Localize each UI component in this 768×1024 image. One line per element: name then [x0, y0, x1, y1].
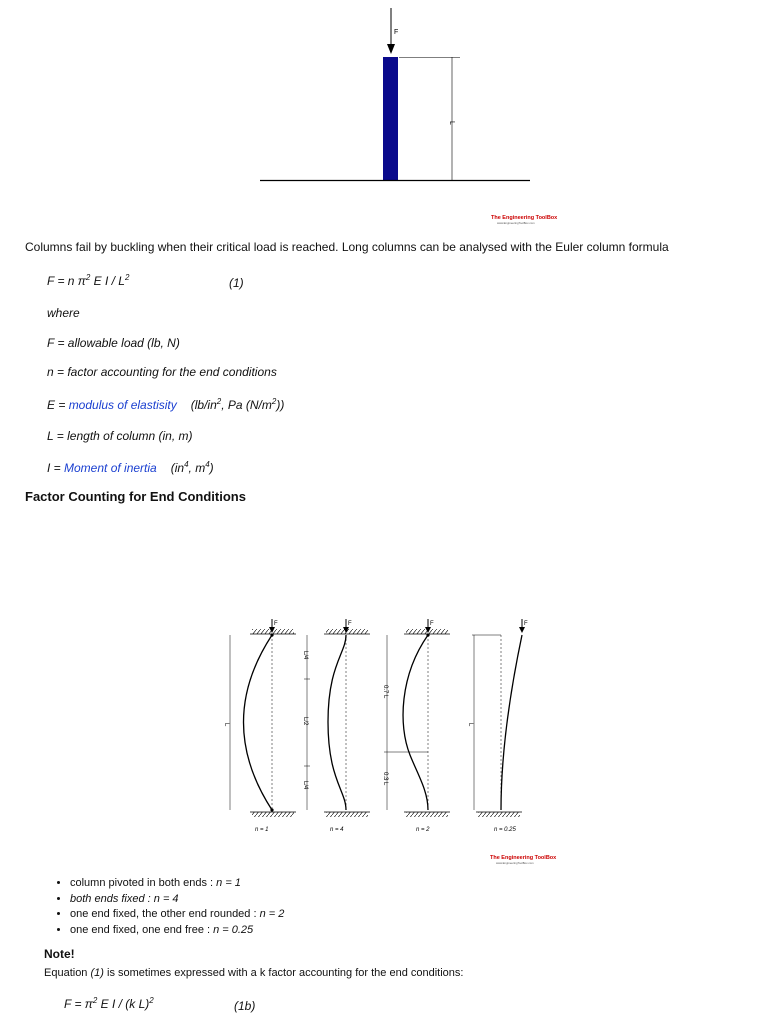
intro-paragraph: Columns fail by buckling when their critical load is reached. Long columns can be analysed with the Euler column formula	[25, 240, 669, 254]
note-text-part: Equation	[44, 967, 91, 979]
euler-formula	[47, 274, 129, 288]
formula-number: (1b)	[234, 999, 256, 1013]
force-label: F	[430, 621, 434, 627]
length-label: L	[223, 723, 229, 727]
end-conditions-list	[54, 876, 284, 938]
force-label: F	[524, 621, 528, 627]
force-arrow-head	[387, 44, 395, 54]
list-item	[70, 923, 284, 939]
list-item	[70, 892, 284, 908]
formula-number: (1)	[229, 276, 244, 290]
caption: n = 1	[255, 827, 269, 833]
list-item-value: n = 0.25	[213, 923, 254, 936]
seventy-percent-label: 0.7 L	[382, 685, 388, 699]
units-part: (in	[170, 461, 185, 475]
note-text-part: is sometimes expressed with a k factor accounting for the end conditions:	[103, 967, 464, 979]
quarter-length-label: L/4	[302, 781, 308, 790]
watermark-text: The Engineering ToolBox	[491, 215, 558, 221]
units-exponent: 4	[184, 460, 189, 469]
list-item-text: both ends fixed :	[70, 892, 154, 905]
formula-exponent: 2	[92, 996, 98, 1005]
def-L: L = length of column (in, m)	[47, 429, 193, 443]
list-item-value: n = 4	[153, 892, 179, 905]
list-item	[70, 876, 284, 892]
modulus-of-elasticity-link[interactable]: modulus of elastisity	[68, 398, 177, 412]
watermark-logo-2	[490, 855, 557, 865]
where-label: where	[47, 306, 80, 320]
bottom-support-hatch	[326, 812, 368, 817]
buckled-shape	[403, 635, 428, 810]
list-item	[70, 907, 284, 923]
watermark-url: www.EngineeringToolBox.com	[497, 221, 535, 225]
list-item-text: column pivoted in both ends :	[70, 877, 217, 889]
pin	[270, 808, 273, 811]
case-fixed-pinned	[382, 619, 450, 833]
def-E-prefix: E =	[47, 398, 69, 412]
units-exponent: 2	[216, 397, 222, 406]
buckled-shape	[501, 635, 522, 810]
formula-part: E I / (k L)	[97, 997, 150, 1011]
def-E	[47, 398, 284, 412]
watermark-url: www.EngineeringToolBox.com	[496, 861, 534, 865]
bottom-support-hatch	[252, 812, 294, 817]
def-n: n = factor accounting for the end conditions	[47, 365, 277, 379]
bottom-support-hatch	[406, 812, 448, 817]
units-exponent: 2	[271, 397, 277, 406]
end-conditions-diagram	[220, 615, 560, 870]
length-label: L	[467, 723, 473, 727]
force-arrow-head	[519, 627, 525, 633]
units-exponent: 4	[205, 460, 210, 469]
buckled-shape	[244, 635, 273, 810]
equation-reference: (1)	[90, 967, 104, 979]
caption: n = 2	[416, 827, 430, 833]
list-item-value: n = 1	[216, 877, 241, 889]
list-item-value: n = 2	[259, 908, 285, 920]
formula-exponent: 2	[85, 273, 91, 282]
def-I	[47, 461, 214, 475]
units-part: )	[209, 461, 214, 475]
formula-part: F = n π	[47, 274, 86, 288]
note-title: Note!	[44, 947, 75, 961]
caption: n = 4	[330, 827, 344, 833]
column-diagram	[250, 0, 558, 230]
list-item-text: one end fixed, one end free :	[70, 923, 214, 936]
bottom-support-hatch	[478, 812, 520, 817]
force-label: F	[348, 621, 352, 627]
formula-part: F = π	[64, 997, 93, 1011]
watermark-text: The Engineering ToolBox	[490, 855, 557, 861]
watermark-logo-1	[491, 215, 558, 225]
k-factor-formula	[64, 997, 154, 1011]
def-I-prefix: I =	[47, 461, 65, 475]
buckled-shape	[328, 635, 346, 810]
half-length-label: L/2	[302, 717, 308, 726]
case-pinned-pinned	[223, 619, 296, 833]
def-F: F = allowable load (lb, N)	[47, 336, 180, 350]
case-fixed-free	[467, 619, 528, 833]
force-label: F	[394, 29, 399, 36]
list-item-text: one end fixed, the other end rounded :	[70, 908, 260, 920]
force-label: F	[274, 621, 278, 627]
quarter-length-label: L/4	[302, 651, 308, 660]
units-part: (lb/in	[190, 398, 217, 412]
units-part: , m	[188, 461, 206, 475]
section-heading: Factor Counting for End Conditions	[25, 489, 246, 504]
units-part: ))	[276, 398, 285, 412]
formula-part: E I / L	[90, 274, 125, 288]
length-label: L	[448, 121, 455, 125]
formula-exponent: 2	[149, 996, 154, 1005]
column-bar	[383, 57, 398, 180]
caption: n = 0.25	[494, 827, 516, 833]
thirty-percent-label: 0.3 L	[382, 772, 388, 786]
case-fixed-fixed	[302, 619, 370, 833]
formula-exponent: 2	[124, 273, 130, 282]
moment-of-inertia-link[interactable]: Moment of inertia	[64, 461, 157, 475]
note-text	[44, 967, 463, 979]
units-part: , Pa (N/m	[221, 398, 272, 412]
